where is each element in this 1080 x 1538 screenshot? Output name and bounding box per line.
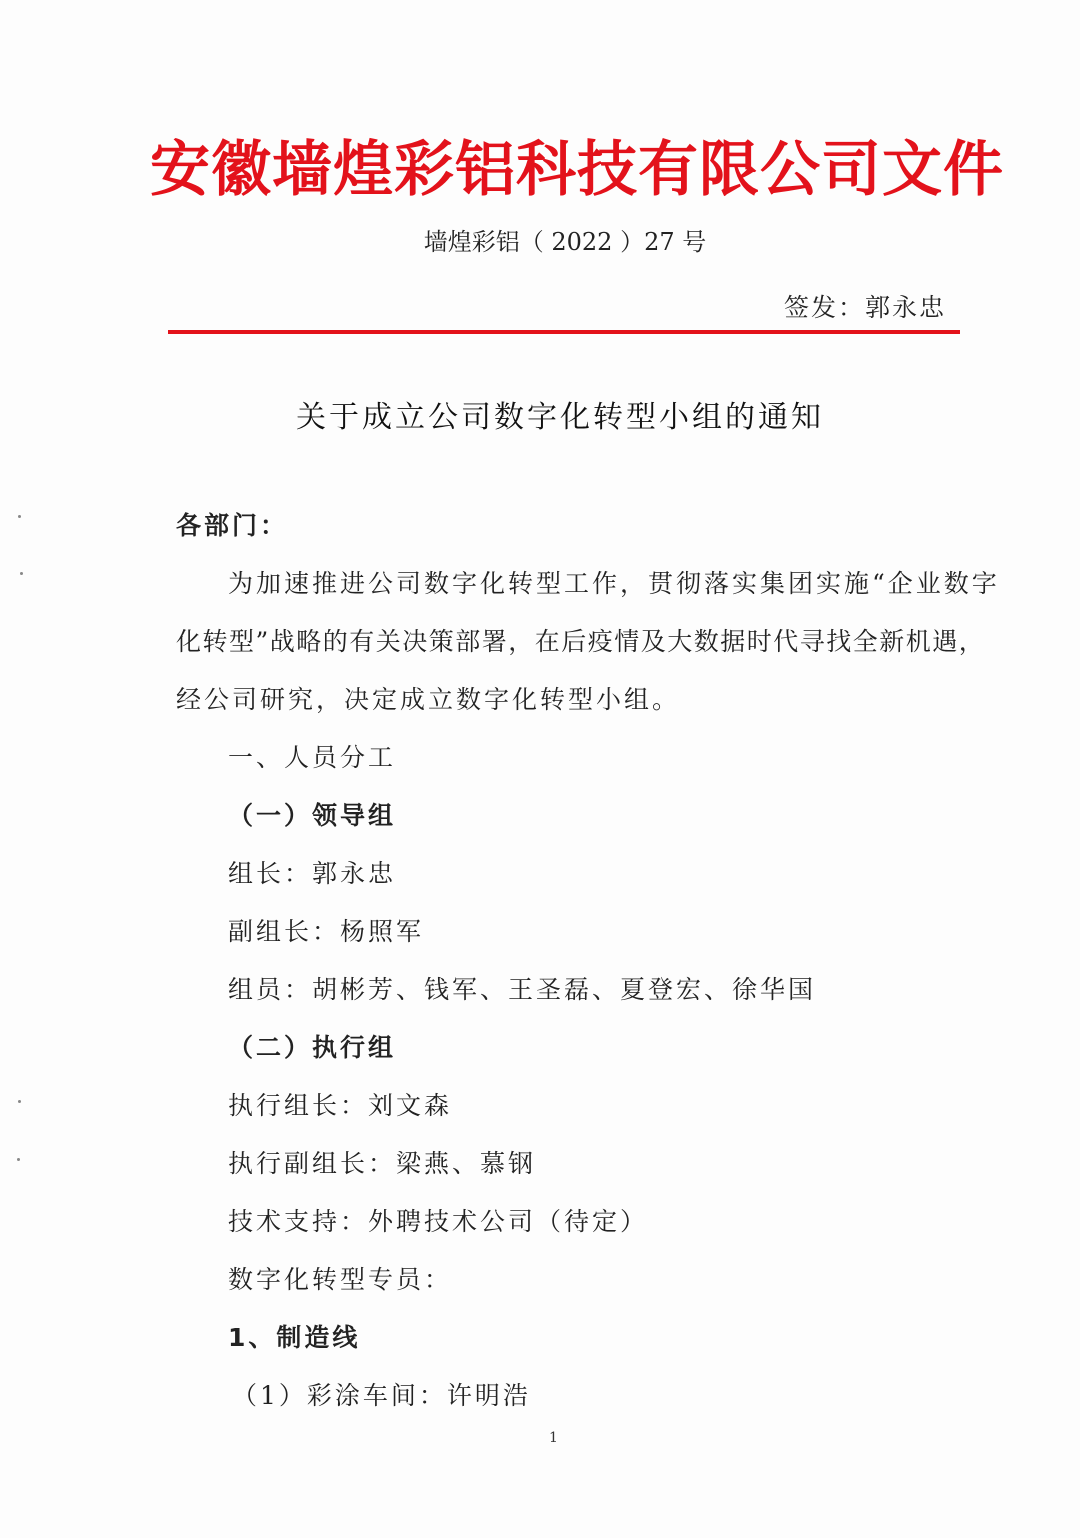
intro-line-2: 化转型”战略的有关决策部署，在后疫情及大数据时代寻找全新机遇， — [176, 627, 986, 656]
leader-group-leader: 组长：郭永忠 — [228, 859, 397, 888]
salutation: 各部门： — [176, 511, 289, 540]
leader-group-deputy: 副组长：杨照军 — [228, 917, 425, 946]
section-heading-staffing: 一、人员分工 — [228, 743, 397, 772]
intro-line-1: 为加速推进公司数字化转型工作，贯彻落实集团实施“企业数字 — [228, 569, 1000, 598]
page-number: 1 — [549, 1430, 558, 1446]
exec-group-heading: （二）执行组 — [228, 1033, 397, 1062]
leader-group-heading: （一）领导组 — [228, 801, 397, 830]
scan-speck — [20, 572, 23, 575]
exec-group-tech-support: 技术支持：外聘技术公司（待定） — [228, 1207, 649, 1236]
scan-speck — [18, 515, 21, 518]
scan-speck — [17, 1158, 20, 1161]
exec-group-leader: 执行组长：刘文森 — [228, 1091, 453, 1120]
exec-group-specialists-label: 数字化转型专员： — [228, 1265, 453, 1294]
notice-title: 关于成立公司数字化转型小组的通知 — [296, 400, 824, 435]
manufacturing-heading: 1、制造线 — [228, 1323, 361, 1352]
manufacturing-item-1: （1）彩涂车间：许明浩 — [232, 1381, 531, 1410]
leader-group-members: 组员：胡彬芳、钱军、王圣磊、夏登宏、徐华国 — [228, 975, 817, 1004]
intro-line-3: 经公司研究，决定成立数字化转型小组。 — [176, 685, 681, 714]
scan-speck — [18, 1100, 21, 1103]
document-number: 墙煌彩铝（ 2022 ）27 号 — [423, 228, 707, 256]
exec-group-deputy: 执行副组长：梁燕、慕钢 — [228, 1149, 537, 1178]
signer: 签发：郭永忠 — [783, 293, 946, 322]
header-divider — [168, 330, 960, 334]
org-title: 安徽墙煌彩铝科技有限公司文件 — [150, 135, 1004, 205]
